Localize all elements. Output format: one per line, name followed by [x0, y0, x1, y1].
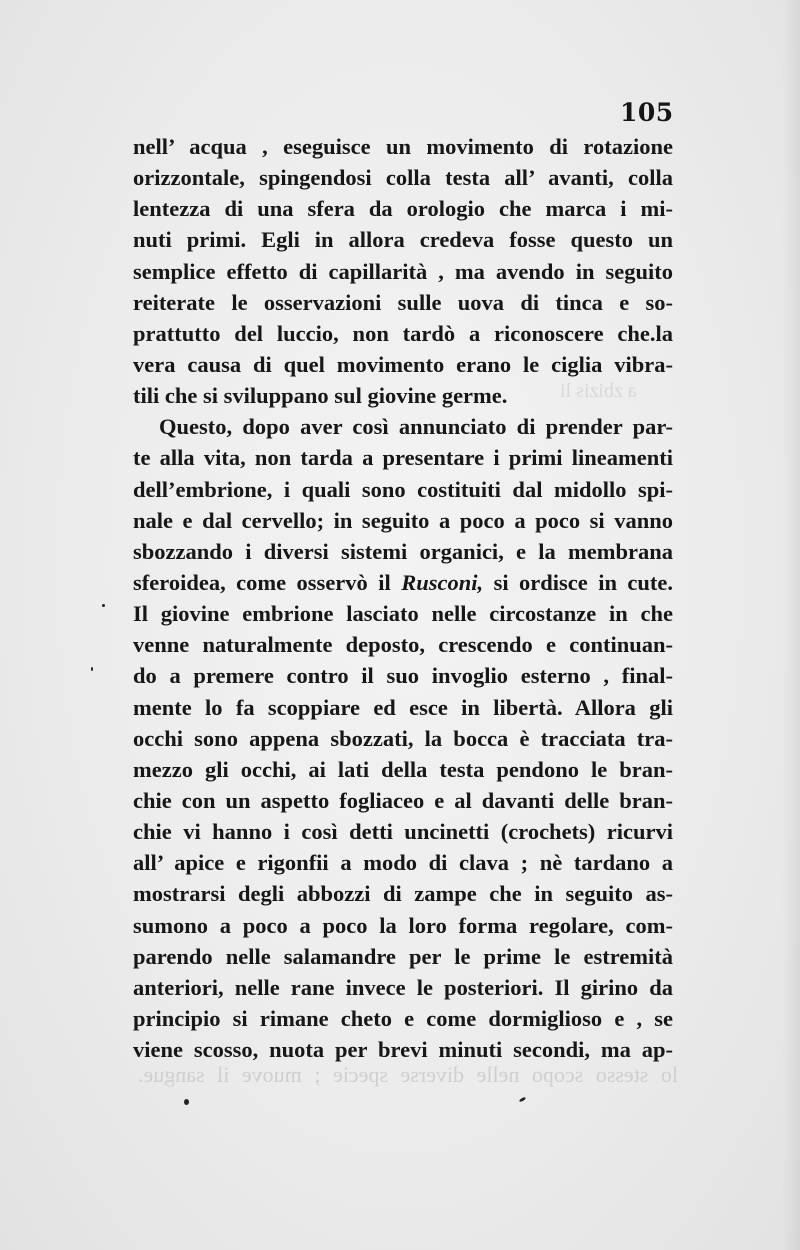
- text-line: Il giovine embrione lasciato nelle circostanze in che: [133, 601, 673, 627]
- text-line: all’ apice e rigonfii a modo di clava ; nè tardano a: [133, 850, 673, 876]
- text-line: do a premere contro il suo invoglio esterno , final-: [133, 663, 673, 689]
- paragraph-start-line: Questo, dopo aver così annunciato di prender par-: [159, 414, 673, 440]
- text-line: nell’ acqua , eseguisce un movimento di rotazione: [133, 134, 673, 159]
- ink-speck: [519, 1096, 527, 1102]
- text-line: vera causa di quel movimento erano le ciglia vibra-: [133, 351, 673, 377]
- text-line: sbozzando i diversi sistemi organici, e la membrana: [133, 538, 673, 564]
- text-line: venne naturalmente deposto, crescendo e continuan-: [133, 632, 673, 658]
- text-line-with-name: [133, 567, 673, 598]
- ink-speck: [184, 1099, 189, 1105]
- text-line: prattutto del luccio, non tardò a riconoscere che.la: [133, 320, 673, 346]
- text-line: parendo nelle salamandre per le prime le estremità: [133, 943, 673, 969]
- body-text: [133, 131, 673, 1065]
- page-number: 105: [620, 98, 674, 127]
- italic-author-name: Rusconi,: [401, 569, 484, 595]
- text-line: orizzontale, spingendosi colla testa all’ avanti, colla: [133, 165, 673, 191]
- bleed-through-fragment: a zbizis li: [560, 380, 637, 402]
- ink-speck: [91, 667, 93, 671]
- line-head: sferoidea, come osservò il: [133, 569, 391, 595]
- text-line: sumono a poco a poco la loro forma regolare, com-: [133, 912, 673, 938]
- paragraph-end-line: tili che si sviluppano sul giovine germe.: [133, 383, 508, 409]
- page-edge-shadow: [782, 0, 800, 1250]
- bleed-through-text: lo stesso scopo nelle diverse specie ; muove il sangue.: [138, 1062, 678, 1087]
- line-tail: si ordisce in cute.: [493, 569, 674, 595]
- text-line: chie vi hanno i così detti uncinetti (crochets) ricurvi: [133, 819, 673, 845]
- text-line: occhi sono appena sbozzati, la bocca è tracciata tra-: [133, 725, 673, 751]
- text-line: reiterate le osservazioni sulle uova di tinca e so-: [133, 289, 673, 315]
- text-line: dell’embrione, i quali sono costituiti dal midollo spi-: [133, 476, 673, 502]
- text-line: anteriori, nelle rane invece le posteriori. Il girino da: [133, 974, 673, 1000]
- text-line: semplice effetto di capillarità , ma avendo in seguito: [133, 258, 673, 284]
- text-line: viene scosso, nuota per brevi minuti secondi, ma ap-: [133, 1037, 673, 1063]
- text-line: mezzo gli occhi, ai lati della testa pendono le bran-: [133, 756, 673, 782]
- ink-speck: [102, 604, 105, 607]
- text-line: nuti primi. Egli in allora credeva fosse questo un: [133, 227, 673, 253]
- text-line: mente lo fa scoppiare ed esce in libertà. Allora gli: [133, 694, 673, 720]
- text-line: principio si rimane cheto e come dormiglioso e , se: [133, 1005, 673, 1031]
- text-line: lentezza di una sfera da orologio che marca i mi-: [133, 196, 673, 222]
- text-line: chie con un aspetto fogliaceo e al davanti delle bran-: [133, 787, 673, 813]
- text-line: nale e dal cervello; in seguito a poco a poco si vanno: [133, 507, 673, 533]
- text-line: mostrarsi degli abbozzi di zampe che in seguito as-: [133, 881, 673, 907]
- text-line: te alla vita, non tarda a presentare i primi lineamenti: [133, 445, 673, 471]
